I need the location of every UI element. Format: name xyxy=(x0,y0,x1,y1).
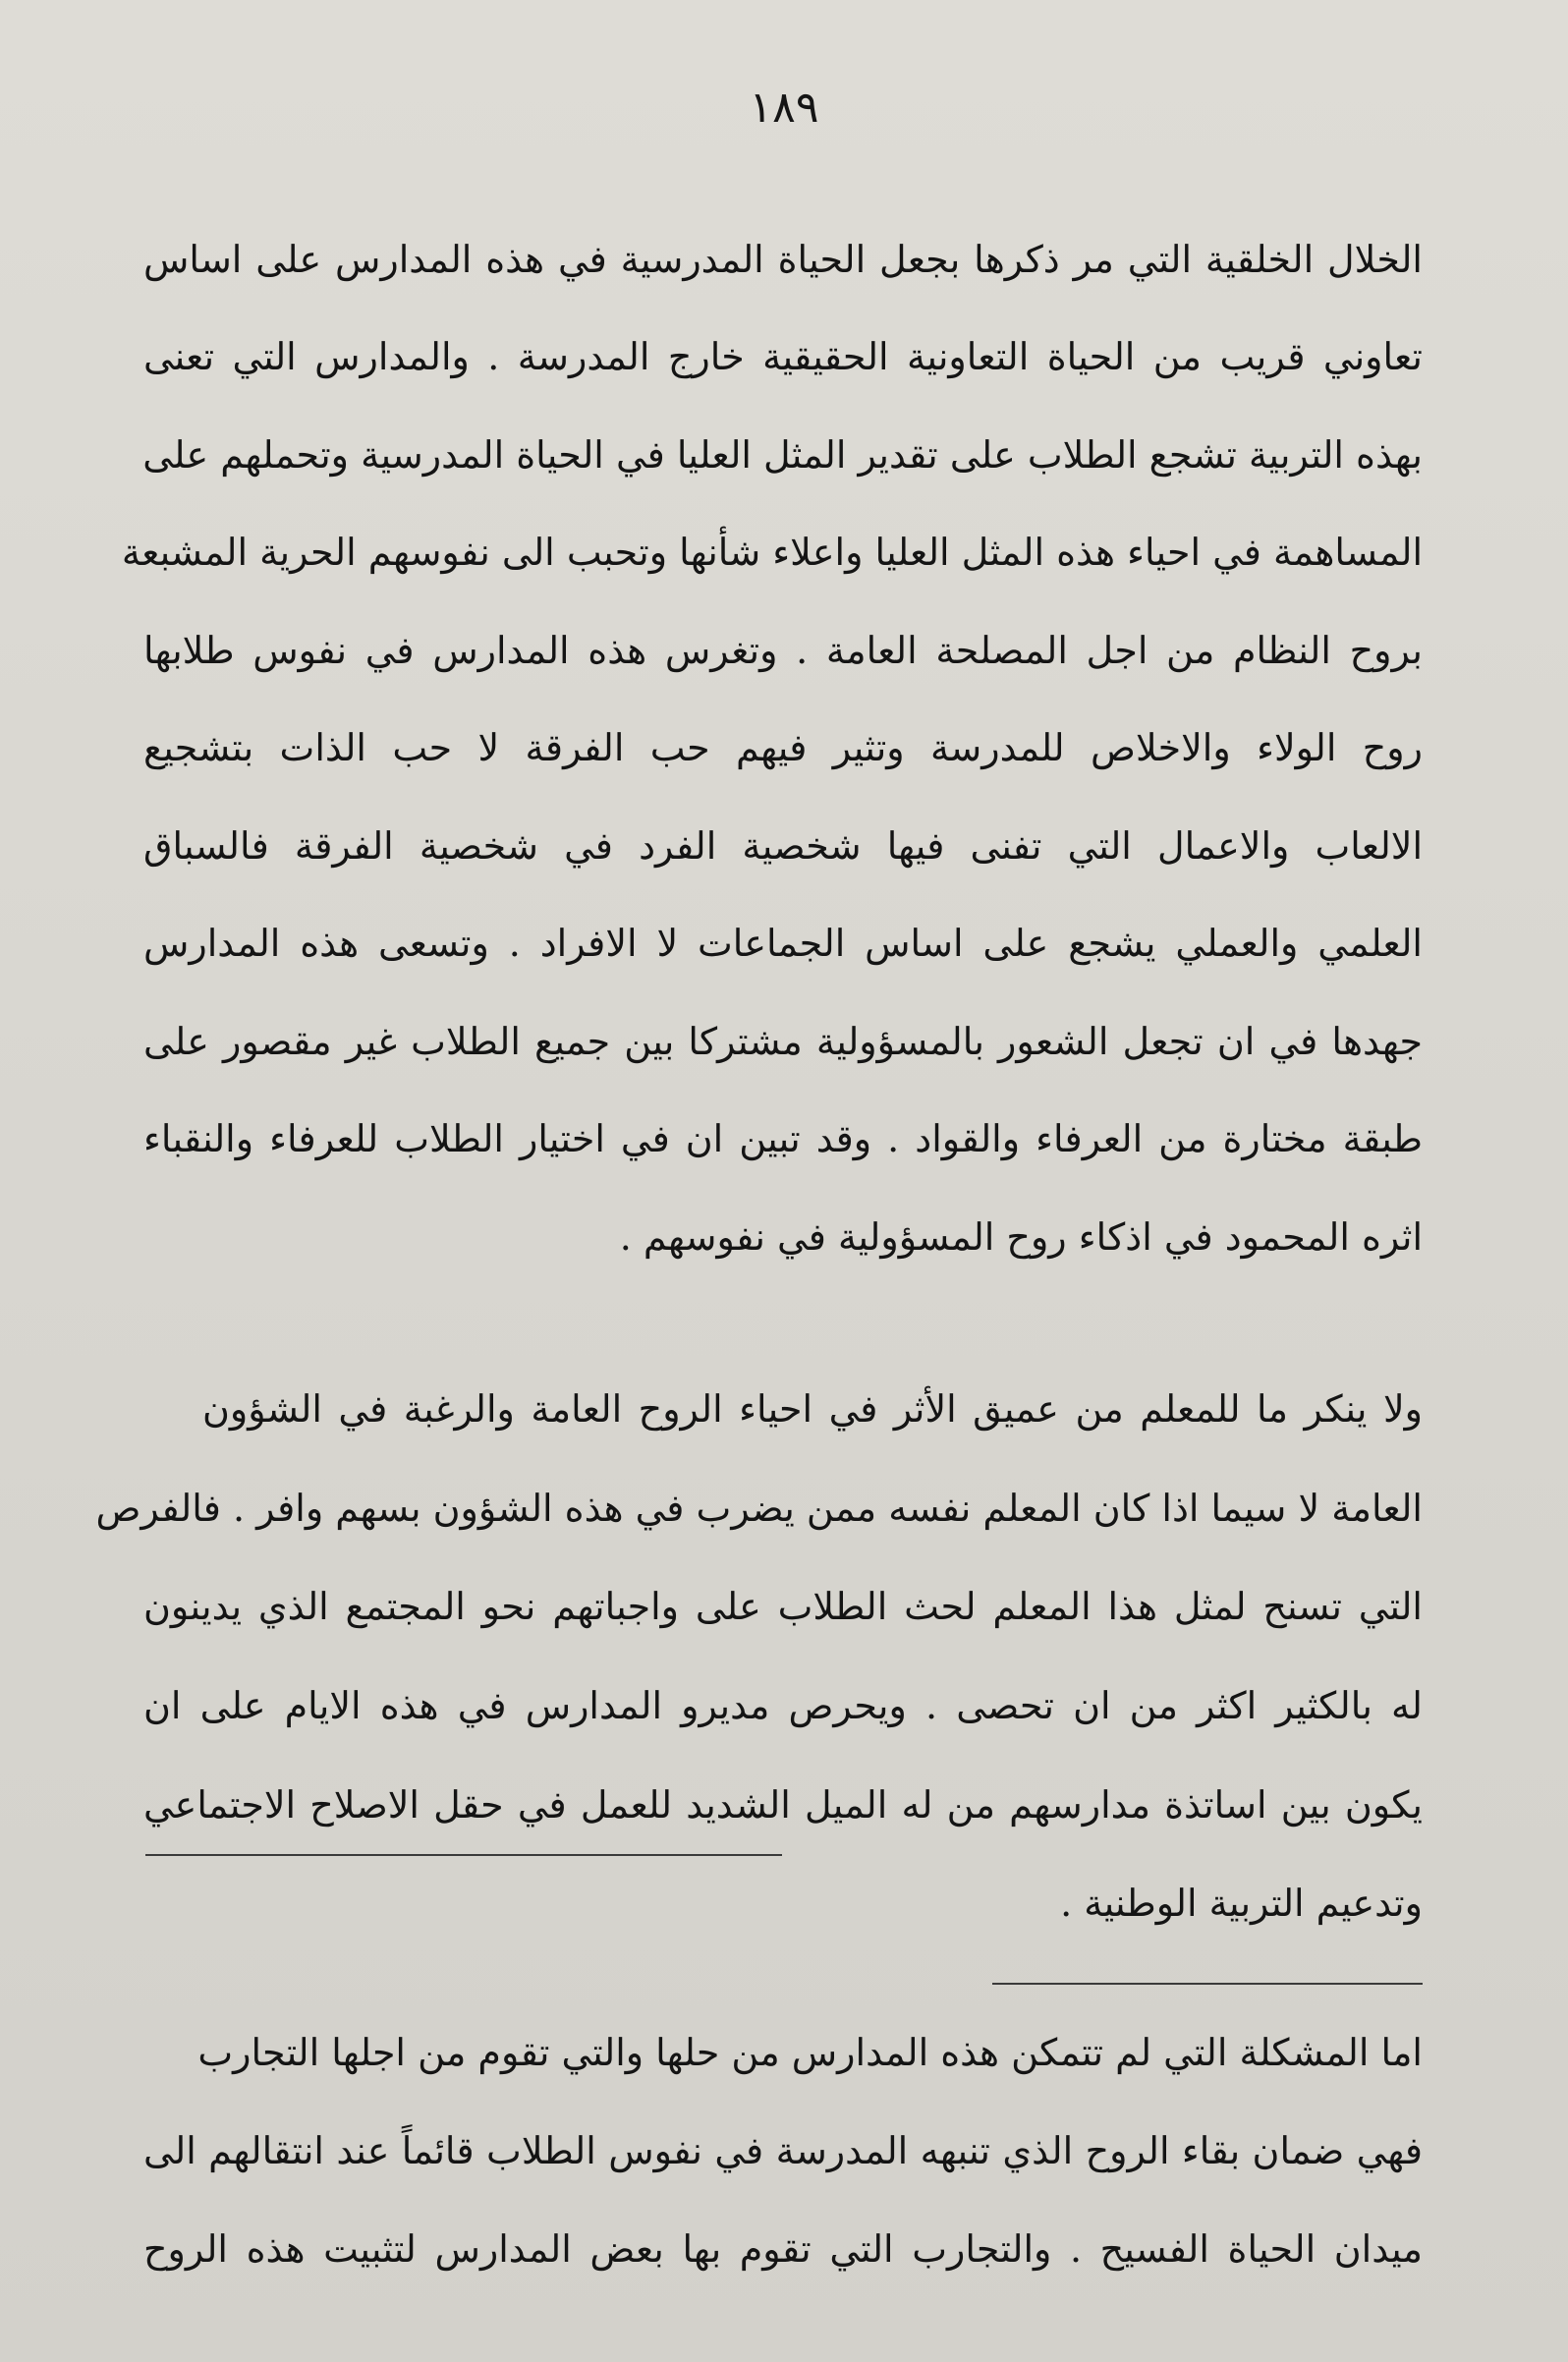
text-line: تعاوني قريب من الحياة التعاونية الحقيقية خارج المدرسة . والمدارس التي تعنى xyxy=(143,335,1423,378)
text-line: ميدان الحياة الفسيح . والتجارب التي تقوم بها بعض المدارس لتثبيت هذه الروح xyxy=(143,2227,1423,2271)
text-line: وتدعيم التربية الوطنية . xyxy=(1060,1882,1423,1925)
text-line: الالعاب والاعمال التي تفنى فيها شخصية الفرد في شخصية الفرقة فالسباق xyxy=(143,824,1423,868)
text-line: فهي ضمان بقاء الروح الذي تنبهه المدرسة في نفوس الطلاب قائماً عند انتقالهم الى xyxy=(143,2129,1423,2172)
page-number: ١٨٩ xyxy=(749,83,819,133)
text-line: العلمي والعملي يشجع على اساس الجماعات لا الافراد . وتسعى هذه المدارس xyxy=(143,922,1423,965)
text-line: يكون بين اساتذة مدارسهم من له الميل الشديد للعمل في حقل الاصلاح الاجتماعي xyxy=(143,1783,1423,1827)
text-line: جهدها في ان تجعل الشعور بالمسؤولية مشتركا بين جميع الطلاب غير مقصور على xyxy=(143,1020,1423,1063)
text-line: المساهمة في احياء هذه المثل العليا واعلاء شأنها وتحبب الى نفوسهم الحرية المشبعة xyxy=(121,531,1423,574)
text-line: روح الولاء والاخلاص للمدرسة وتثير فيهم حب الفرقة لا حب الذات بتشجيع xyxy=(143,726,1423,769)
text-line: التي تسنح لمثل هذا المعلم لحث الطلاب على واجباتهم نحو المجتمع الذي يدينون xyxy=(143,1585,1423,1628)
underline-rule xyxy=(145,1854,782,1856)
text-line: طبقة مختارة من العرفاء والقواد . وقد تبين ان في اختيار الطلاب للعرفاء والنقباء xyxy=(143,1117,1423,1160)
text-line: ولا ينكر ما للمعلم من عميق الأثر في احياء الروح العامة والرغبة في الشؤون xyxy=(202,1387,1423,1431)
text-line: له بالكثير اكثر من ان تحصى . ويحرص مديرو المدارس في هذه الايام على ان xyxy=(143,1684,1423,1727)
text-line: بروح النظام من اجل المصلحة العامة . وتغرس هذه المدارس في نفوس طلابها xyxy=(143,629,1423,672)
text-line: اما المشكلة التي لم تتمكن هذه المدارس من حلها والتي تقوم من اجلها التجارب xyxy=(197,2031,1423,2074)
underline-rule xyxy=(992,1983,1423,1985)
text-line: العامة لا سيما اذا كان المعلم نفسه ممن يضرب في هذه الشؤون بسهم وافر . فالفرص xyxy=(95,1487,1423,1530)
text-line: اثره المحمود في اذكاء روح المسؤولية في نفوسهم . xyxy=(619,1215,1423,1259)
text-line: بهذه التربية تشجع الطلاب على تقدير المثل العليا في الحياة المدرسية وتحملهم على xyxy=(142,433,1423,477)
text-line: الخلال الخلقية التي مر ذكرها بجعل الحياة المدرسية في هذه المدارس على اساس xyxy=(143,238,1423,281)
